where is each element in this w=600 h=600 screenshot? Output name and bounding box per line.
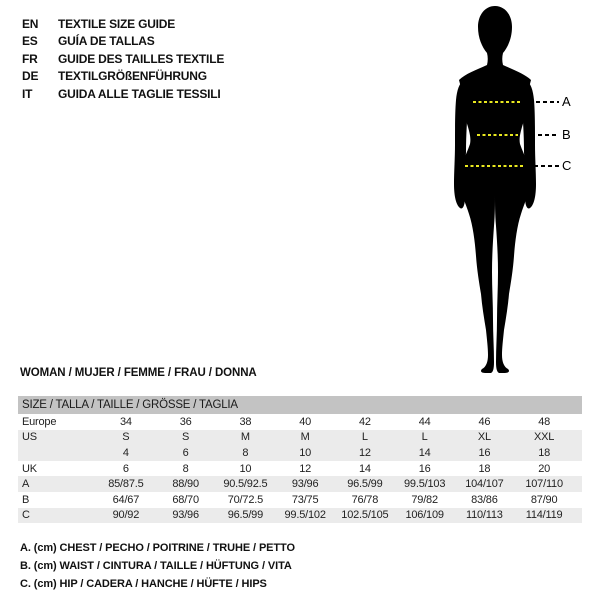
size-value: M [240,431,250,444]
chest-label: A [562,94,571,109]
size-value: 104/107 [465,478,504,491]
hip-dash-to-label [534,165,559,167]
size-value: S [182,431,190,444]
row-label: A [22,478,30,491]
table-row [18,430,582,446]
size-value: 12 [358,446,371,459]
size-value: XL [477,431,491,444]
size-value: 93/96 [172,509,199,522]
size-value: 76/78 [351,493,379,506]
size-value: S [122,431,130,444]
row-label: C [22,509,30,522]
language-list [22,15,224,103]
size-value: M [300,431,310,444]
size-value: XXL [534,431,555,444]
table-row [18,414,582,430]
legend-line: A. (cm) CHEST / PECHO / POITRINE / TRUHE / PETTO [20,542,295,554]
size-value: 79/82 [411,493,438,506]
size-table-body [18,414,582,523]
size-value: 64/67 [112,493,140,506]
size-value: 16 [478,446,491,459]
size-value: 106/109 [405,509,444,522]
row-label: Europe [22,415,57,428]
table-row [18,461,582,477]
woman-silhouette-svg [415,0,575,378]
hip-dash-on-body [465,165,523,167]
size-value: 70/72.5 [227,493,264,506]
language-row [22,15,224,33]
size-value: 18 [478,462,491,475]
table-row [18,476,582,492]
size-value: 73/75 [291,493,319,506]
size-value: 68/70 [172,493,199,506]
size-table-header: SIZE / TALLA / TAILLE / GRÖSSE / TAGLIA [18,396,582,414]
language-code: DE [22,69,39,84]
size-value: 96.5/99 [227,509,264,522]
language-row [22,68,224,86]
legend-line: C. (cm) HIP / CADERA / HANCHE / HÜFTE / HIPS [20,578,267,590]
size-value: 14 [418,446,431,459]
size-value: 48 [538,415,551,428]
language-code: ES [22,34,38,49]
waist-dash-on-body [477,134,518,136]
row-label: UK [22,462,37,475]
language-title: GUIDA ALLE TAGLIE TESSILI [58,86,221,101]
size-value: 16 [418,462,431,475]
size-value: 88/90 [172,478,199,491]
size-value: 107/110 [525,478,563,491]
chest-dash-to-label [536,101,559,103]
language-code: FR [22,51,38,66]
size-value: 10 [239,462,252,475]
size-value: 42 [358,415,371,428]
size-value: 46 [478,415,491,428]
size-value: 40 [299,415,312,428]
chest-dash-on-body [473,101,520,103]
legend-line: B. (cm) WAIST / CINTURA / TAILLE / HÜFTUNG / VITA [20,560,292,572]
language-row [22,85,224,103]
size-value: 110/113 [466,509,503,522]
table-row [18,492,582,508]
size-value: 6 [182,446,189,459]
size-value: 96.5/99 [347,478,383,491]
size-value: 8 [242,446,249,459]
row-label: US [22,431,37,444]
category-heading: WOMAN / MUJER / FEMME / FRAU / DONNA [20,367,257,379]
waist-dash-to-label [538,134,559,136]
size-value: 12 [299,462,312,475]
size-value: 18 [538,446,551,459]
language-title: GUIDE DES TAILLES TEXTILE [58,51,225,66]
measure-legend [20,539,295,593]
hip-label: C [562,158,572,173]
size-value: 34 [119,415,132,428]
language-code: EN [22,16,39,31]
size-value: 38 [239,415,252,428]
size-value: 87/90 [530,493,558,506]
size-value: 10 [299,446,312,459]
size-value: 93/96 [291,478,319,491]
size-value: 85/87.5 [108,478,144,491]
language-row [22,50,224,68]
size-value: 90.5/92.5 [223,478,268,491]
size-value: 83/86 [471,493,498,506]
size-value: 44 [418,415,431,428]
size-value: 20 [538,462,551,475]
size-value: 4 [122,446,129,459]
size-value: 36 [179,415,192,428]
table-row [18,508,582,524]
language-row [22,33,224,51]
size-value: 8 [182,462,189,475]
language-code: IT [22,86,33,101]
size-value: 99.5/103 [404,478,446,491]
size-value: L [421,431,428,444]
size-value: 114/119 [525,509,563,522]
language-title: GUÍA DE TALLAS [58,34,155,49]
table-row [18,445,582,461]
waist-label: B [562,127,571,142]
language-title: TEXTILGRÖßENFÜHRUNG [58,69,207,84]
size-value: L [361,431,368,444]
size-value: 102.5/105 [341,509,389,522]
size-value: 90/92 [112,509,140,522]
woman-silhouette-icon [415,0,575,378]
size-value: 99.5/102 [284,509,326,522]
size-table [18,396,582,523]
row-label: B [22,493,30,506]
size-value: 14 [358,462,371,475]
language-title: TEXTILE SIZE GUIDE [58,16,176,31]
size-value: 6 [122,462,129,475]
